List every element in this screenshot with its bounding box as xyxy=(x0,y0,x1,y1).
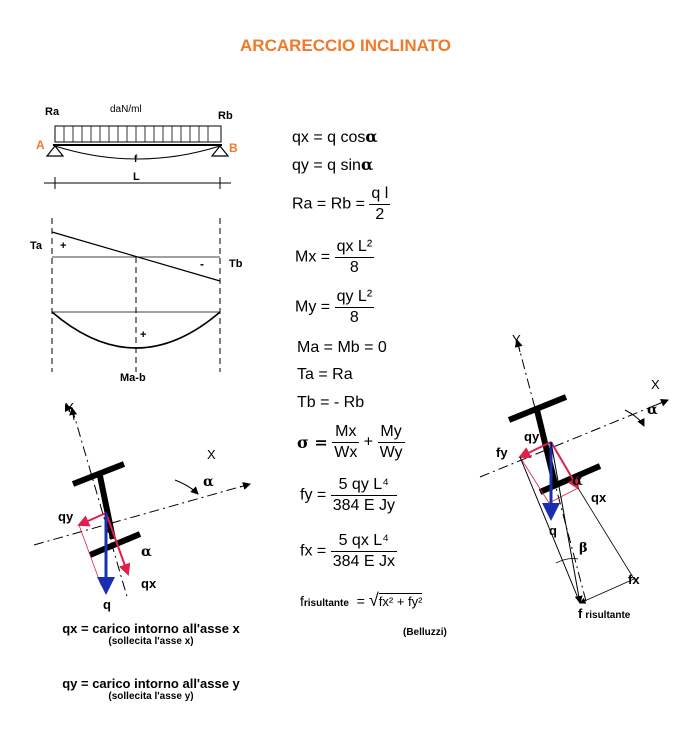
ra-rb-denominator: 2 xyxy=(375,206,385,223)
right-alpha-top: α xyxy=(647,402,658,418)
left-alpha-top: α xyxy=(203,474,214,490)
right-fx-label: fx xyxy=(628,572,640,587)
length-label: L xyxy=(133,171,140,183)
formula-sigma: σ = $\frac{Mx}{Wx}$ + $\frac{My}{Wy}$ xyxy=(297,423,403,461)
left-alpha-bottom: α xyxy=(141,544,152,560)
formula-qx: qx = q cosα xyxy=(292,127,378,146)
formula-tb: Tb = - Rb xyxy=(297,394,365,411)
shear-minus-sign: - xyxy=(200,257,204,271)
mx-numerator: qx L² xyxy=(335,237,375,258)
source-citation: (Belluzzi) xyxy=(403,627,447,638)
formula-f-risultante: frisultante = √fx² + fy² xyxy=(300,590,423,610)
deflection-label: f xyxy=(134,154,138,165)
y-axis xyxy=(72,408,128,600)
my-numerator: qy L² xyxy=(335,287,375,308)
load-hatching xyxy=(64,126,208,142)
alpha-symbol: α xyxy=(365,127,378,146)
left-qy-arrow xyxy=(79,513,106,525)
formula-qy: qy = q sinα xyxy=(292,155,374,174)
tb-label: Tb xyxy=(229,258,243,270)
ra-label: Ra xyxy=(45,106,60,118)
rb-label: Rb xyxy=(218,110,233,122)
page-title: ARCARECCIO INCLINATO xyxy=(240,36,451,55)
my-denominator: 8 xyxy=(349,309,359,326)
right-qy-label: qy xyxy=(524,429,540,444)
left-axis-y-label: Y xyxy=(65,400,74,415)
formula-ta: Ta = Ra xyxy=(297,366,353,383)
shear-diagram xyxy=(30,218,243,372)
right-qx-label: qx xyxy=(591,490,607,505)
formula-mx: Mx = $\frac{\text{qx L²}}{8}$ xyxy=(295,238,373,276)
left-qx-label: qx xyxy=(141,576,157,591)
f-risultante-radicand: fx² + fy² xyxy=(378,594,423,609)
formula-ma-mb: Ma = Mb = 0 xyxy=(297,339,387,356)
point-a-label: A xyxy=(36,138,45,152)
ta-label: Ta xyxy=(30,240,43,252)
shear-line xyxy=(52,232,220,281)
distributed-load xyxy=(55,126,221,142)
formula-ra-rb: Ra = Rb = $\frac{\text{q l}}{2}$ xyxy=(292,185,389,223)
deflection-curve xyxy=(55,146,220,159)
shear-plus-sign: + xyxy=(60,240,67,252)
right-axis-y-label: Y xyxy=(512,332,521,347)
left-q-label: q xyxy=(103,597,111,612)
right-alpha-bottom: α xyxy=(572,473,583,489)
right-q-label: q xyxy=(549,523,557,538)
left-qy-label: qy xyxy=(58,509,74,524)
right-fy-label: fy xyxy=(496,445,508,460)
right-section-diagram xyxy=(480,332,668,621)
formula-fx: fx = $\frac{\text{5 qx L⁴}}{\text{384 E Jx}}$ xyxy=(300,532,395,570)
formula-my: My = $\frac{\text{qy L²}}{8}$ xyxy=(295,288,373,326)
qy-note: qy = carico intorno all'asse y (sollecita l'asse y) xyxy=(62,676,240,702)
qx-note: qx = carico intorno all'asse x (sollecita l'asse x) xyxy=(62,621,240,647)
right-x-axis xyxy=(480,400,668,477)
mx-denominator: 8 xyxy=(349,259,359,276)
right-fres-label: f risultante xyxy=(578,606,631,621)
ra-rb-numerator: q l xyxy=(369,184,390,205)
beam-diagram xyxy=(36,104,238,189)
moment-plus-sign: + xyxy=(140,329,147,341)
left-section-diagram xyxy=(34,400,250,612)
alpha-symbol: α xyxy=(360,155,374,174)
right-axis-x-label: X xyxy=(651,377,660,392)
moment-label: Ma-b xyxy=(120,372,146,384)
load-unit-label: daN/ml xyxy=(110,104,142,115)
formula-fy: fy = $\frac{\text{5 qy L⁴}}{\text{384 E Jy}}$ xyxy=(300,476,395,514)
right-beta-label: β xyxy=(579,541,588,556)
point-b-label: B xyxy=(229,141,238,155)
left-axis-x-label: X xyxy=(207,447,216,462)
